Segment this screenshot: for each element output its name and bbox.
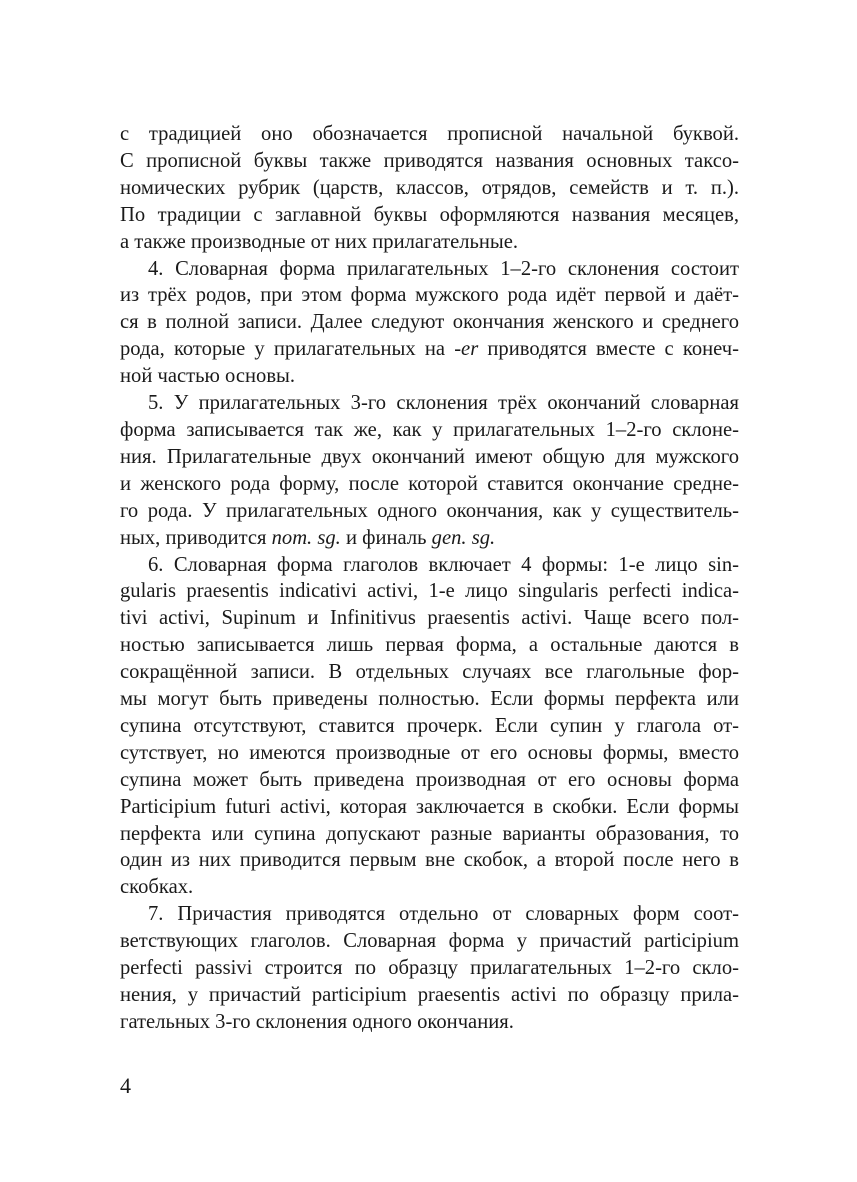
text-line: 4. Словарная форма прилагательных 1–2-го склонения состоит (148, 257, 739, 280)
body-text (120, 121, 739, 1036)
text-line: 6. Словарная форма глаголов включает 4 формы: 1-е лицо sin- (148, 553, 739, 576)
text-line: номических рубрик (царств, классов, отрядов, семейств и т. п.). (120, 176, 739, 199)
text-line: С прописной буквы также приводятся названия основных таксо- (120, 149, 739, 172)
text-line-with-italic (120, 525, 739, 552)
text-line: из трёх родов, при этом форма мужского рода идёт первой и даёт- (120, 284, 739, 307)
text-line: скобках. (120, 876, 194, 899)
text-line: перфекта или супина допускают разные варианты образования, то (120, 822, 739, 845)
text-line: 5. У прилагательных 3-го склонения трёх окончаний словарная (148, 392, 739, 415)
text-line: гательных 3-го склонения одного окончания. (120, 1010, 514, 1033)
page-number: 4 (120, 1073, 131, 1098)
text-line: ветствующих глаголов. Словарная форма у причастий participium (120, 930, 739, 953)
text-line: нения, у причастий participium praesentis activi по образцу прила- (120, 984, 739, 1006)
italic-term: nom. sg. (271, 526, 341, 549)
text-line: ся в полной записи. Далее следуют окончания женского и среднего (120, 311, 739, 334)
text-line: ной частью основы. (120, 365, 296, 388)
paragraph-1 (120, 121, 739, 256)
text-fragment: и финаль (340, 526, 432, 549)
text-line: и женского рода форму, после которой ставится окончание средне- (120, 472, 739, 495)
text-line: По традиции с заглавной буквы оформляются названия месяцев, (120, 203, 739, 226)
text-line: форма записывается так же, как у прилагательных 1–2-го склоне- (120, 418, 739, 441)
text-line: gularis praesentis indicativi activi, 1-е лицо singularis perfecti indica- (120, 580, 739, 603)
italic-term: gen. sg. (431, 526, 496, 549)
text-line: мы могут быть приведены полностью. Если формы перфекта или (120, 688, 739, 711)
paragraph-5 (120, 901, 739, 1036)
text-line: Participium futuri activi, которая заключается в скобки. Если формы (120, 795, 739, 818)
text-line: с традицией оно обозначается прописной начальной буквой. (120, 123, 739, 145)
text-line: сутствует, но имеются производные от его основы формы, вместо (120, 741, 739, 764)
text-line-with-italic (120, 336, 739, 363)
italic-suffix: -er (454, 338, 479, 361)
text-line: супина отсутствуют, ставится прочерк. Если супин у глагола от- (120, 714, 739, 737)
text-line: ния. Прилагательные двух окончаний имеют общую для мужского (120, 445, 739, 468)
text-line: tivi activi, Supinum и Infinitivus praesentis activi. Чаще всего пол- (120, 607, 739, 630)
text-line: 7. Причастия приводятся отдельно от словарных форм соот- (148, 903, 739, 926)
paragraph-2 (120, 256, 739, 391)
paragraph-4 (120, 552, 739, 902)
text-line: perfecti passivi строится по образцу прилагательных 1–2-го скло- (120, 957, 739, 980)
text-fragment: ных, приводится (120, 526, 272, 549)
text-line: один из них приводится первым вне скобок, а второй после него в (120, 849, 739, 872)
text-fragment: приводятся вместе с конеч- (478, 338, 739, 361)
text-line: а также производные от них прилагательные. (120, 230, 519, 253)
text-line: сокращённой записи. В отдельных случаях все глагольные фор- (120, 661, 739, 684)
text-fragment: рода, которые у прилагательных на (120, 338, 455, 361)
text-line: супина может быть приведена производная от его основы форма (120, 768, 739, 791)
text-line: ностью записывается лишь первая форма, а остальные даются в (120, 634, 739, 657)
paragraph-3 (120, 390, 739, 551)
text-line: го рода. У прилагательных одного окончания, как у существитель- (120, 499, 739, 522)
